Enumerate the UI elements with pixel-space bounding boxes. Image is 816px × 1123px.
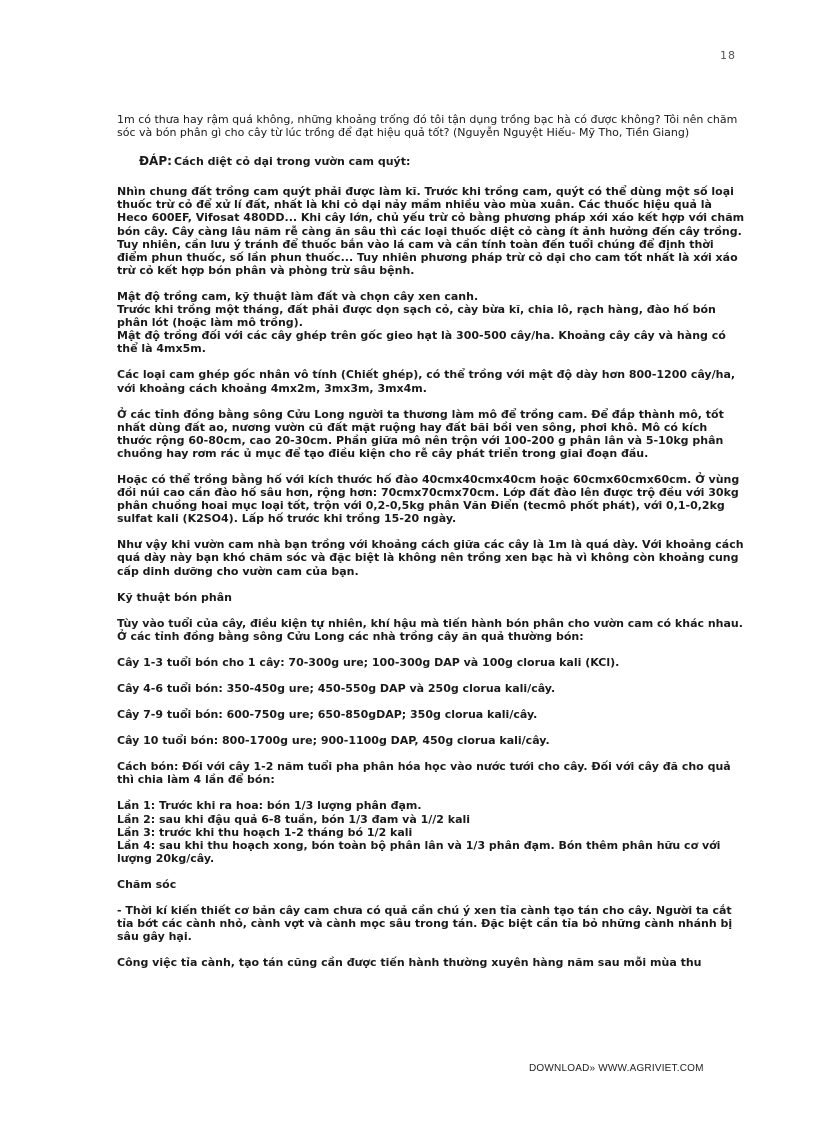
footer-download-link: DOWNLOAD» WWW.AGRIVIET.COM — [529, 1063, 704, 1074]
paragraph: Tùy vào tuổi của cây, điều kiện tự nhiên, khí hậu mà tiến hành bón phân cho vườn cam có khác nhau. Ở các tỉnh đồng bằng sông Cửu Long các nhà trồng cây ăn quả thường bón: — [117, 616, 743, 643]
paragraph: Kỹ thuật bón phân — [117, 590, 233, 604]
paragraph: Cây 1-3 tuổi bón cho 1 cây: 70-300g ure; 100-300g DAP và 100g clorua kali (KCl). — [117, 655, 620, 669]
paragraph: Cây 4-6 tuổi bón: 350-450g ure; 450-550g DAP và 250g clorua kali/cây. — [117, 682, 556, 695]
paragraph-list — [117, 185, 745, 969]
question-text: 1m có thưa hay rậm quá không, những khoảng trống đó tôi tận dụng trồng bạc hà có được không? Tôi nên chăm sóc và bón phân gì cho cây từ lúc trồng để đạt hiệu quả tốt? (Nguyễn Nguyệt Hiếu- Mỹ Tho, Tiền Giang) — [117, 113, 738, 140]
paragraph: Ở các tỉnh đồng bằng sông Cửu Long người ta thương làm mô để trồng cam. Để đắp thành mô, tốt nhất dùng đất ao, nương vườn cũ đất mặt ruộng hay đất bãi bồi ven sông, phơi khô. Mô có kích thước rộng 60-80cm, cao 20-30cm. Phần giữa mô nên trộn với 100-200 g phân lân và 5-10kg phân chuồng hay rơm rác ủ mục để tạo điều kiện cho rễ cây phát triển trong giai đoạn đầu. — [117, 407, 724, 460]
paragraph: Cây 10 tuổi bón: 800-1700g ure; 900-1100g DAP, 450g clorua kali/cây. — [117, 734, 550, 748]
paragraph: Mật độ trồng cam, kỹ thuật làm đất và chọn cây xen canh. Trước khi trồng một tháng, đất phải được dọn sạch cỏ, cày bừa kĩ, chia lô, rạch hàng, đào hố bón phân lót (hoặc làm mô trồng). Mật độ trồng đối với các cây ghép trên gốc gieo hạt là 300-500 cây/ha. Khoảng cây cây và hàng có thể là 4mx5m. — [117, 289, 726, 356]
paragraph: Công việc tỉa cành, tạo tán cũng cần được tiến hành thường xuyên hàng năm sau mỗi mùa thu — [117, 956, 702, 970]
answer-heading — [139, 155, 745, 168]
paragraph: Hoặc có thể trồng bằng hố với kích thước hố đào 40cmx40cmx40cm hoặc 60cmx60cmx60cm. Ở vùng đồi núi cao cần đào hố sâu hơn, rộng hơn: 70cmx70cmx70cm. Lớp đất đào lên được trộ đều với 30kg phân chuồng hoai mục loại tốt, trộn với 0,2-0,5kg phân Văn Điển (tecmô phốt phát), với 0,1-0,2kg sulfat kali (K2SO4). Lấp hố trước khi trồng 15-20 ngày. — [117, 472, 740, 526]
paragraph: Như vậy khi vườn cam nhà bạn trồng với khoảng cách giữa các cây là 1m là quá dày. Với khoảng cách quá dày này bạn khó chăm sóc và đặc biệt là không nên trồng xen bạc hà vì không còn khoảng cung cấp dinh dưỡng cho vườn cam của bạn. — [117, 538, 744, 578]
paragraph: Cách bón: Đối với cây 1-2 năm tuổi pha phân hóa học vào nước tưới cho cây. Đối với cây đã cho quả thì chia làm 4 lần để bón: — [117, 760, 731, 787]
paragraph: Chăm sóc — [117, 877, 177, 891]
page-number: 18 — [720, 49, 736, 62]
paragraph: Các loại cam ghép gốc nhân vô tính (Chiết ghép), có thể trồng với mật độ dày hơn 800-1200 cây/ha, với khoảng cách khoảng 4mx2m, 3mx3m, 3mx4m. — [117, 368, 736, 395]
paragraph: Nhìn chung đất trồng cam quýt phải được làm kĩ. Trước khi trồng cam, quýt có thể dùng một số loại thuốc trừ cỏ để xử lí đất, nhất là khi cỏ dại nảy mầm nhiều vào mùa xuân. Các thuốc hiệu quả là Heco 600EF, Vifosat 480DD... Khi cây lớn, chủ yếu trừ cỏ bằng phương pháp xới xáo kết hợp với chăm bón cây. Cây càng lâu năm rễ càng ăn sâu thì các loại thuốc diệt cỏ càng ít ảnh hưởng đến cây trồng. Tuy nhiên, cần lưu ý tránh để thuốc bắn vào lá cam và cần tính toàn đến tuổi chúng để định thời điểm phun thuốc, số lần phun thuốc... Tuy nhiên phương pháp trừ cỏ dại cho cam tốt nhất là xới xáo trừ cỏ kết hợp bón phân và phòng trừ sâu bệnh. — [117, 185, 745, 277]
document-body — [117, 113, 745, 982]
paragraph: Lần 1: Trước khi ra hoa: bón 1/3 lượng phân đạm. Lần 2: sau khi đậu quả 6-8 tuần, bón 1/3 đam và 1//2 kali Lần 3: trước khi thu hoạch 1-2 tháng bó 1/2 kali Lần 4: sau khi thu hoạch xong, bón toàn bộ phân lân và 1/3 phân đạm. Bón thêm phân hữu cơ với lượng 20kg/cây. — [117, 799, 721, 865]
paragraph: Cây 7-9 tuổi bón: 600-750g ure; 650-850gDAP; 350g clorua kali/cây. — [117, 708, 538, 722]
answer-label: ĐÁP: — [139, 154, 172, 169]
paragraph: - Thời kí kiến thiết cơ bản cây cam chưa có quả cần chú ý xen tỉa cành tạo tán cho cây. Người ta cắt tỉa bớt các cành nhỏ, cành vợt và cành mọc sâu trong tán. Đặc biệt cần tỉa bỏ những cành nhánh bị sâu gây hại. — [117, 904, 733, 944]
answer-title: Cách diệt cỏ dại trong vườn cam quýt: — [173, 155, 411, 169]
